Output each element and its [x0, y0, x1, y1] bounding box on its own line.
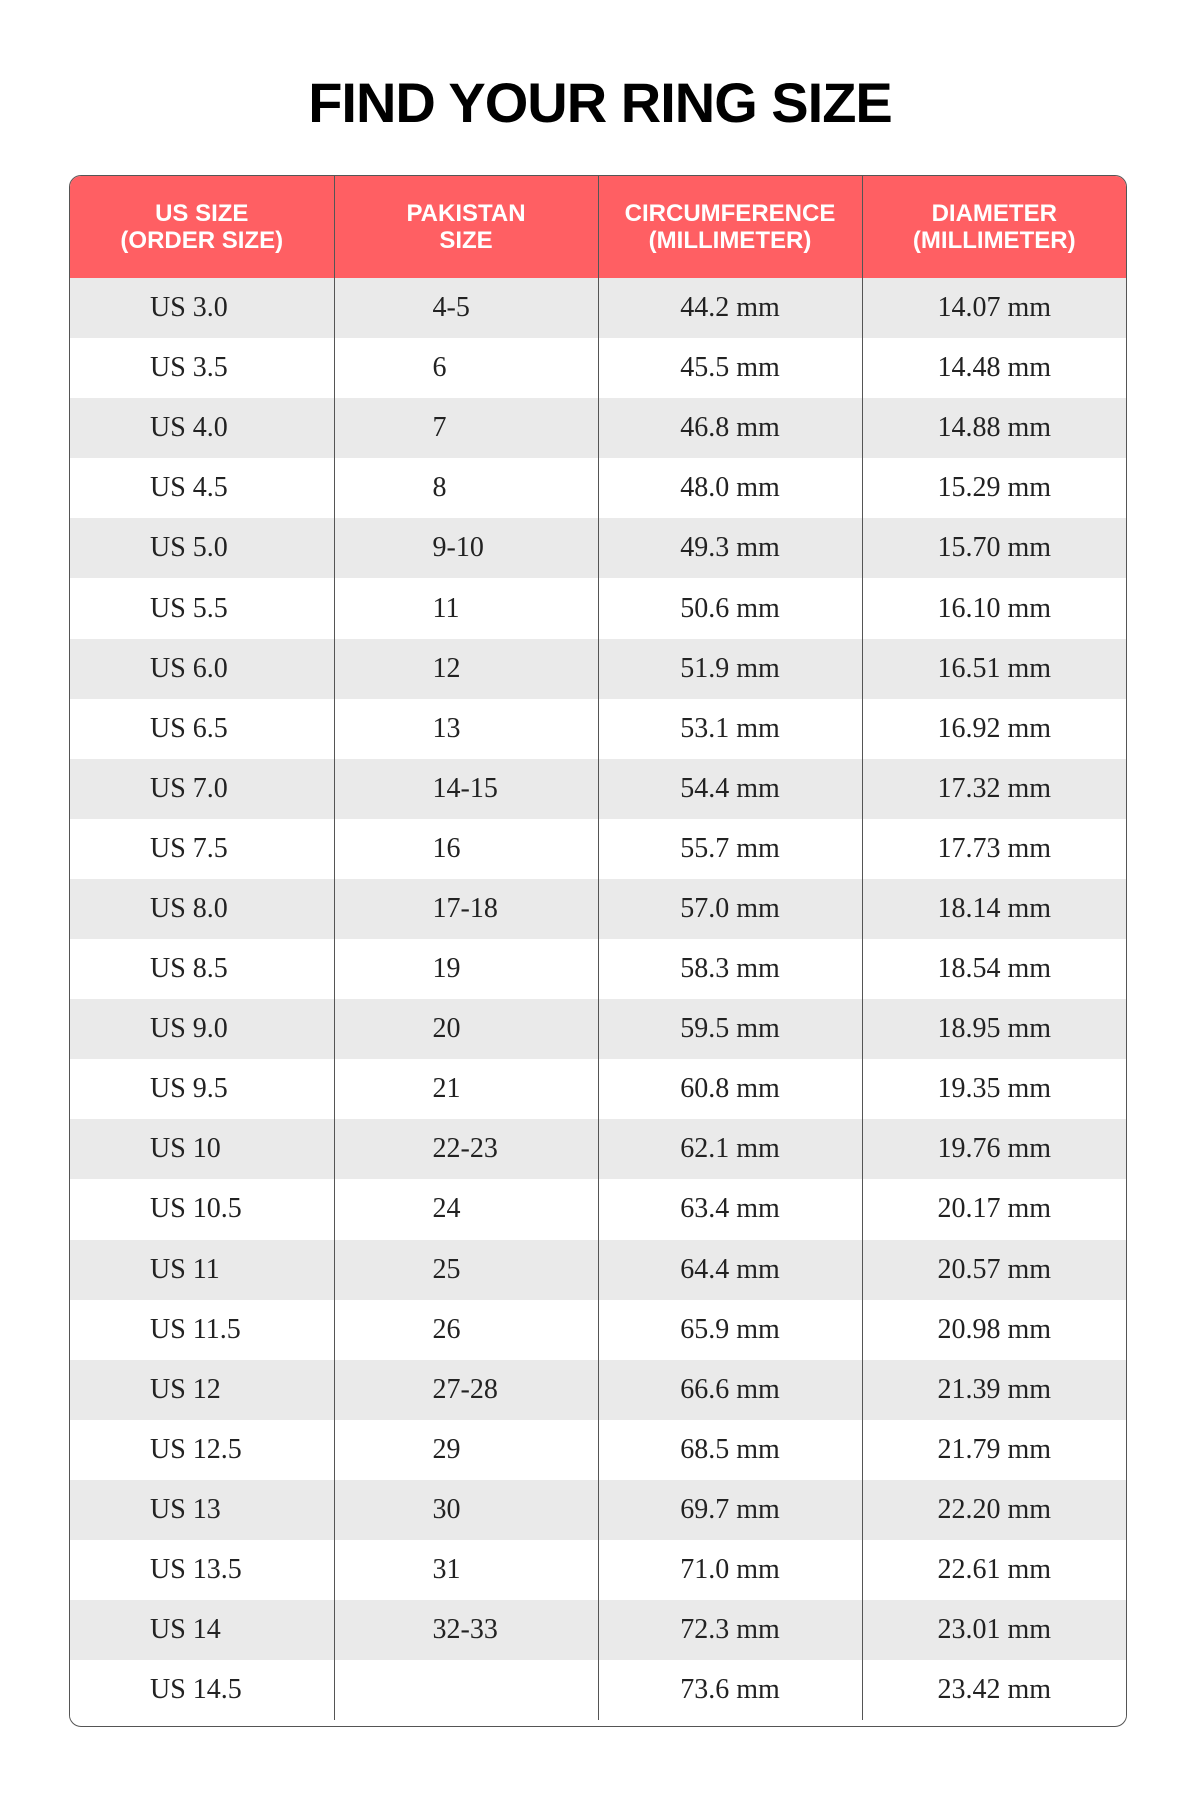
cell-pakistan-size: 9-10 — [334, 518, 598, 578]
table-row — [70, 639, 1126, 699]
table-body — [70, 278, 1126, 1720]
cell-us-size: US 4.0 — [70, 398, 334, 458]
table-row — [70, 1300, 1126, 1360]
cell-circumference: 72.3 mm — [598, 1600, 862, 1660]
cell-diameter: 15.29 mm — [862, 458, 1126, 518]
cell-us-size: US 14.5 — [70, 1660, 334, 1720]
table-row — [70, 939, 1126, 999]
table-row — [70, 759, 1126, 819]
cell-us-size: US 9.5 — [70, 1059, 334, 1119]
cell-pakistan-size: 30 — [334, 1480, 598, 1540]
cell-circumference: 53.1 mm — [598, 699, 862, 759]
cell-diameter: 14.48 mm — [862, 338, 1126, 398]
table-header-row — [70, 176, 1126, 278]
cell-circumference: 59.5 mm — [598, 999, 862, 1059]
cell-circumference: 65.9 mm — [598, 1300, 862, 1360]
table-row — [70, 999, 1126, 1059]
cell-circumference: 68.5 mm — [598, 1420, 862, 1480]
cell-circumference: 46.8 mm — [598, 398, 862, 458]
cell-circumference: 48.0 mm — [598, 458, 862, 518]
cell-us-size: US 4.5 — [70, 458, 334, 518]
table-row — [70, 1119, 1126, 1179]
table-row — [70, 699, 1126, 759]
cell-pakistan-size: 11 — [334, 578, 598, 638]
cell-pakistan-size: 22-23 — [334, 1119, 598, 1179]
cell-diameter: 17.32 mm — [862, 759, 1126, 819]
table-row — [70, 458, 1126, 518]
table-row — [70, 278, 1126, 338]
cell-us-size: US 14 — [70, 1600, 334, 1660]
cell-circumference: 60.8 mm — [598, 1059, 862, 1119]
cell-circumference: 73.6 mm — [598, 1660, 862, 1720]
cell-diameter: 20.57 mm — [862, 1240, 1126, 1300]
cell-us-size: US 6.0 — [70, 639, 334, 699]
cell-pakistan-size: 25 — [334, 1240, 598, 1300]
cell-pakistan-size: 4-5 — [334, 278, 598, 338]
cell-us-size: US 13 — [70, 1480, 334, 1540]
cell-pakistan-size: 13 — [334, 699, 598, 759]
cell-us-size: US 5.5 — [70, 578, 334, 638]
table-row — [70, 518, 1126, 578]
cell-circumference: 58.3 mm — [598, 939, 862, 999]
header-us-size: US SIZE (ORDER SIZE) — [70, 176, 334, 278]
table-row — [70, 1480, 1126, 1540]
cell-pakistan-size: 7 — [334, 398, 598, 458]
cell-us-size: US 8.0 — [70, 879, 334, 939]
cell-pakistan-size: 16 — [334, 819, 598, 879]
cell-us-size: US 11 — [70, 1240, 334, 1300]
cell-circumference: 55.7 mm — [598, 819, 862, 879]
cell-circumference: 63.4 mm — [598, 1179, 862, 1239]
cell-diameter: 16.92 mm — [862, 699, 1126, 759]
cell-pakistan-size: 24 — [334, 1179, 598, 1239]
cell-diameter: 18.54 mm — [862, 939, 1126, 999]
header-pakistan-size: PAKISTAN SIZE — [334, 176, 598, 278]
page-title: FIND YOUR RING SIZE — [308, 71, 892, 134]
cell-diameter: 20.17 mm — [862, 1179, 1126, 1239]
cell-us-size: US 9.0 — [70, 999, 334, 1059]
cell-circumference: 49.3 mm — [598, 518, 862, 578]
cell-us-size: US 10.5 — [70, 1179, 334, 1239]
cell-circumference: 57.0 mm — [598, 879, 862, 939]
cell-pakistan-size: 19 — [334, 939, 598, 999]
cell-diameter: 23.01 mm — [862, 1600, 1126, 1660]
cell-diameter: 20.98 mm — [862, 1300, 1126, 1360]
table-row — [70, 338, 1126, 398]
cell-circumference: 66.6 mm — [598, 1360, 862, 1420]
cell-pakistan-size: 17-18 — [334, 879, 598, 939]
cell-us-size: US 10 — [70, 1119, 334, 1179]
cell-circumference: 45.5 mm — [598, 338, 862, 398]
cell-pakistan-size: 12 — [334, 639, 598, 699]
cell-us-size: US 3.5 — [70, 338, 334, 398]
cell-circumference: 69.7 mm — [598, 1480, 862, 1540]
table-row — [70, 1600, 1126, 1660]
cell-pakistan-size: 6 — [334, 338, 598, 398]
table-row — [70, 1420, 1126, 1480]
cell-pakistan-size: 27-28 — [334, 1360, 598, 1420]
cell-diameter: 14.07 mm — [862, 278, 1126, 338]
table-row — [70, 1179, 1126, 1239]
cell-us-size: US 12 — [70, 1360, 334, 1420]
cell-diameter: 16.51 mm — [862, 639, 1126, 699]
cell-pakistan-size: 26 — [334, 1300, 598, 1360]
cell-diameter: 23.42 mm — [862, 1660, 1126, 1720]
cell-circumference: 44.2 mm — [598, 278, 862, 338]
cell-us-size: US 8.5 — [70, 939, 334, 999]
cell-us-size: US 7.5 — [70, 819, 334, 879]
header-diameter: DIAMETER (MILLIMETER) — [862, 176, 1126, 278]
cell-pakistan-size: 31 — [334, 1540, 598, 1600]
cell-diameter: 16.10 mm — [862, 578, 1126, 638]
cell-us-size: US 3.0 — [70, 278, 334, 338]
cell-pakistan-size: 21 — [334, 1059, 598, 1119]
cell-diameter: 21.39 mm — [862, 1360, 1126, 1420]
cell-circumference: 51.9 mm — [598, 639, 862, 699]
table-row — [70, 819, 1126, 879]
cell-us-size: US 11.5 — [70, 1300, 334, 1360]
cell-pakistan-size: 32-33 — [334, 1600, 598, 1660]
cell-diameter: 15.70 mm — [862, 518, 1126, 578]
table-row — [70, 1360, 1126, 1420]
cell-diameter: 14.88 mm — [862, 398, 1126, 458]
cell-circumference: 71.0 mm — [598, 1540, 862, 1600]
table-row — [70, 1540, 1126, 1600]
cell-us-size: US 6.5 — [70, 699, 334, 759]
cell-us-size: US 7.0 — [70, 759, 334, 819]
table-row — [70, 578, 1126, 638]
cell-pakistan-size: 29 — [334, 1420, 598, 1480]
table-row — [70, 1240, 1126, 1300]
cell-diameter: 18.95 mm — [862, 999, 1126, 1059]
cell-diameter: 19.76 mm — [862, 1119, 1126, 1179]
cell-pakistan-size: 8 — [334, 458, 598, 518]
ring-size-table — [69, 175, 1127, 1727]
cell-diameter: 22.61 mm — [862, 1540, 1126, 1600]
cell-us-size: US 13.5 — [70, 1540, 334, 1600]
table-row — [70, 1059, 1126, 1119]
cell-diameter: 21.79 mm — [862, 1420, 1126, 1480]
cell-pakistan-size: 14-15 — [334, 759, 598, 819]
cell-diameter: 17.73 mm — [862, 819, 1126, 879]
cell-pakistan-size — [334, 1660, 598, 1720]
table-row — [70, 398, 1126, 458]
cell-us-size: US 12.5 — [70, 1420, 334, 1480]
table-row — [70, 1660, 1126, 1720]
cell-us-size: US 5.0 — [70, 518, 334, 578]
cell-pakistan-size: 20 — [334, 999, 598, 1059]
cell-diameter: 18.14 mm — [862, 879, 1126, 939]
cell-diameter: 22.20 mm — [862, 1480, 1126, 1540]
header-circumference: CIRCUMFERENCE (MILLIMETER) — [598, 176, 862, 278]
cell-circumference: 64.4 mm — [598, 1240, 862, 1300]
cell-circumference: 54.4 mm — [598, 759, 862, 819]
cell-circumference: 50.6 mm — [598, 578, 862, 638]
cell-circumference: 62.1 mm — [598, 1119, 862, 1179]
table-row — [70, 879, 1126, 939]
cell-diameter: 19.35 mm — [862, 1059, 1126, 1119]
